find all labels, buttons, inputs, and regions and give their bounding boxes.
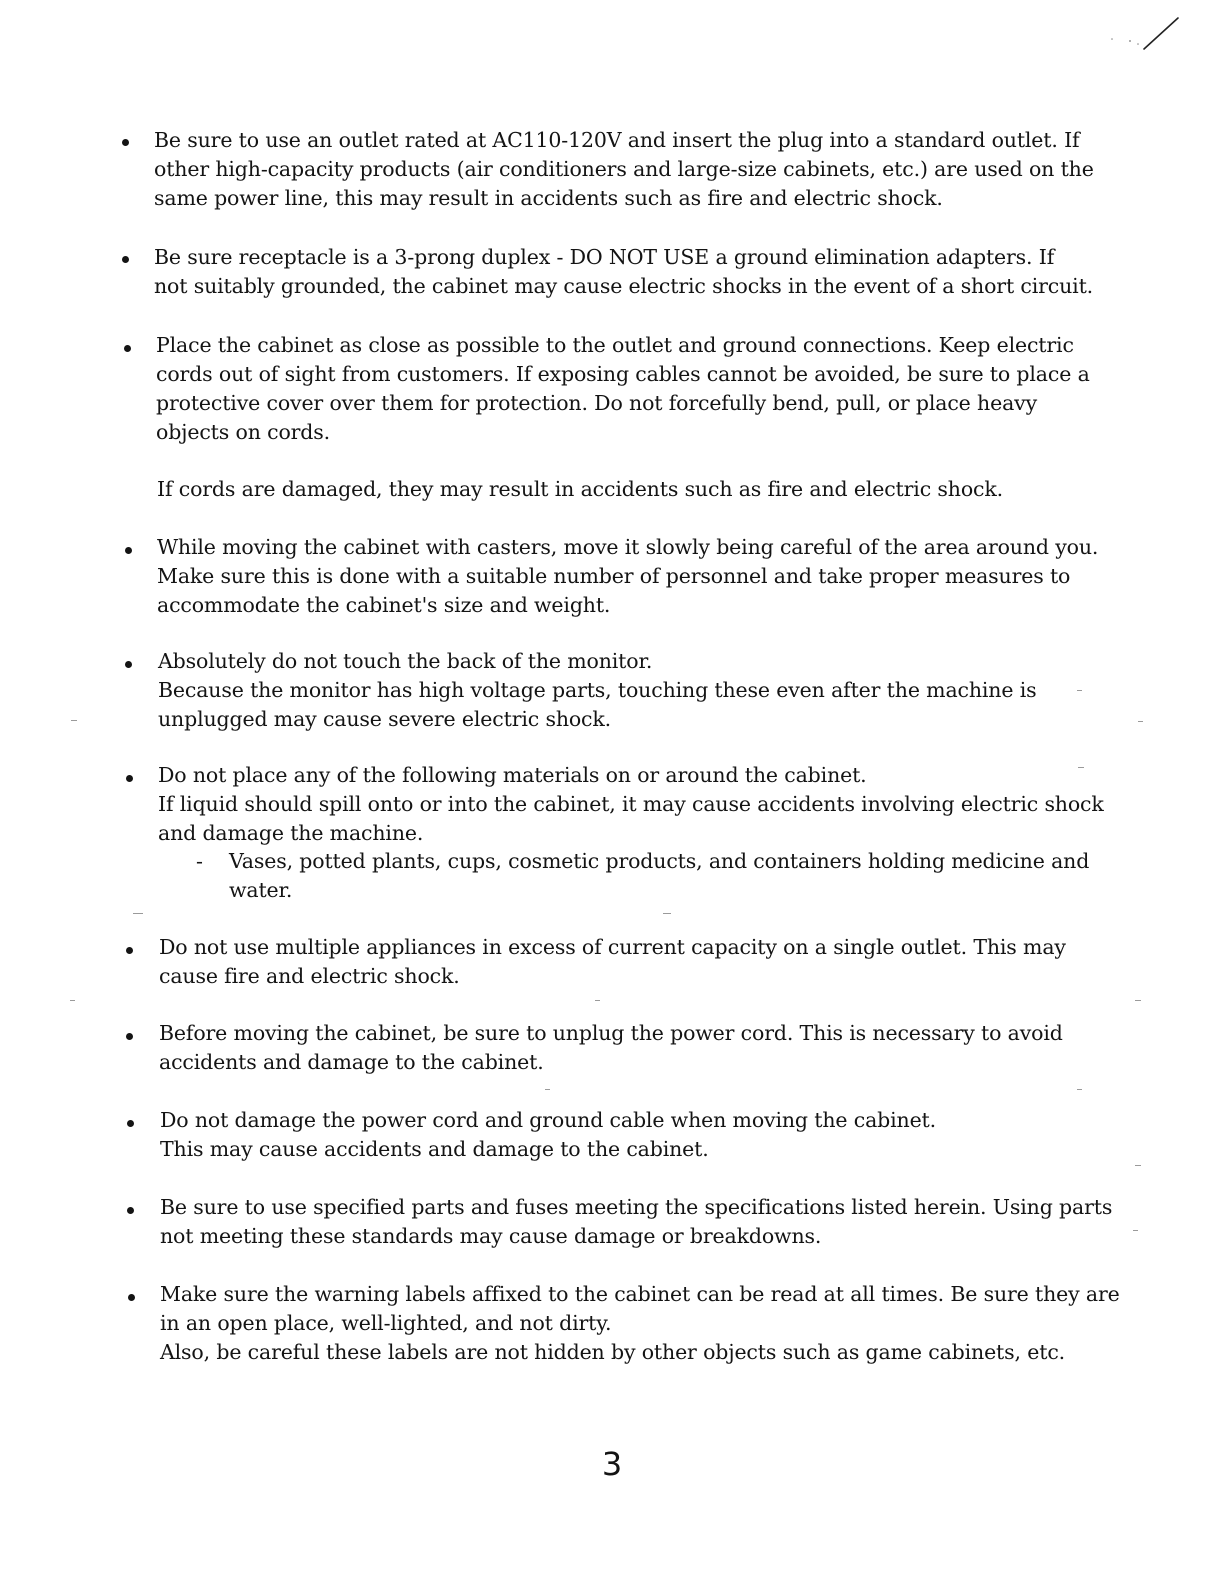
sub-item-line: Vases, potted plants, cups, cosmetic products, and containers holding medicine and bbox=[229, 849, 1090, 873]
item-line: Make sure this is done with a suitable number of personnel and take proper measures to bbox=[157, 564, 1071, 588]
bullet-icon bbox=[124, 345, 131, 352]
item-line: cords out of sight from customers. If exposing cables cannot be avoided, be sure to place a bbox=[156, 362, 1090, 386]
item-line: Do not damage the power cord and ground cable when moving the cabinet. bbox=[160, 1108, 937, 1132]
scan-speck bbox=[1077, 690, 1082, 691]
bullet-icon bbox=[125, 661, 132, 668]
scan-speck bbox=[133, 913, 143, 914]
item-line: Before moving the cabinet, be sure to unplug the power cord. This is necessary to avoid bbox=[159, 1021, 1063, 1045]
safety-item-8 bbox=[159, 1019, 1063, 1077]
scan-speck bbox=[663, 913, 671, 914]
item-line: in an open place, well-lighted, and not dirty. bbox=[160, 1311, 612, 1335]
item-line: unplugged may cause severe electric shock. bbox=[158, 707, 612, 731]
scan-speck bbox=[70, 1000, 75, 1001]
scan-speck bbox=[1135, 1000, 1141, 1001]
sub-item-line: water. bbox=[229, 878, 293, 902]
item-line: not suitably grounded, the cabinet may cause electric shocks in the event of a short circuit. bbox=[154, 274, 1094, 298]
note-line: If cords are damaged, they may result in accidents such as fire and electric shock. bbox=[157, 477, 1003, 501]
bullet-icon bbox=[126, 775, 133, 782]
safety-item-7 bbox=[159, 933, 1066, 991]
safety-item-6 bbox=[158, 761, 1104, 848]
item-line: Because the monitor has high voltage parts, touching these even after the machine is bbox=[158, 678, 1037, 702]
item-line: accidents and damage to the cabinet. bbox=[159, 1050, 544, 1074]
item-line: This may cause accidents and damage to the cabinet. bbox=[160, 1137, 709, 1161]
bullet-icon bbox=[127, 1207, 134, 1214]
item-line: Absolutely do not touch the back of the monitor. bbox=[158, 649, 653, 673]
bullet-icon bbox=[127, 1120, 134, 1127]
item-line: If liquid should spill onto or into the cabinet, it may cause accidents involving electric shock bbox=[158, 792, 1104, 816]
scan-speck bbox=[1133, 1230, 1138, 1231]
scan-speck bbox=[1078, 767, 1084, 768]
item-line: Be sure to use specified parts and fuses meeting the specifications listed herein. Using parts bbox=[160, 1195, 1113, 1219]
bullet-icon bbox=[122, 256, 129, 263]
item-line: Also, be careful these labels are not hidden by other objects such as game cabinets, etc. bbox=[160, 1340, 1066, 1364]
bullet-icon bbox=[126, 1033, 133, 1040]
safety-item-10 bbox=[160, 1193, 1112, 1251]
item-line: While moving the cabinet with casters, move it slowly being careful of the area around you. bbox=[157, 535, 1099, 559]
page-number: 3 bbox=[601, 1445, 623, 1483]
safety-item-4 bbox=[157, 533, 1098, 620]
scan-speck bbox=[595, 1000, 600, 1001]
corner-pen-mark bbox=[1100, 14, 1190, 54]
item-line: objects on cords. bbox=[156, 420, 331, 444]
safety-item-5 bbox=[158, 647, 1037, 734]
scan-speck bbox=[1135, 1165, 1141, 1166]
item-line: accommodate the cabinet's size and weight. bbox=[157, 593, 611, 617]
safety-item-11 bbox=[160, 1280, 1120, 1367]
safety-item-2 bbox=[154, 243, 1093, 301]
item-line: not meeting these standards may cause damage or breakdowns. bbox=[160, 1224, 822, 1248]
item-line: Make sure the warning labels affixed to the cabinet can be read at all times. Be sure they are bbox=[160, 1282, 1120, 1306]
item-line: cause fire and electric shock. bbox=[159, 964, 460, 988]
item-line: other high-capacity products (air conditioners and large-size cabinets, etc.) are used on the bbox=[154, 157, 1094, 181]
item-line: protective cover over them for protection. Do not forcefully bend, pull, or place heavy bbox=[156, 391, 1038, 415]
item-line: Do not use multiple appliances in excess of current capacity on a single outlet. This may bbox=[159, 935, 1066, 959]
scan-speck bbox=[1138, 721, 1143, 722]
item-line: Be sure receptacle is a 3-prong duplex - DO NOT USE a ground elimination adapters. If bbox=[154, 245, 1055, 269]
bullet-icon bbox=[128, 1294, 135, 1301]
item-line: Do not place any of the following materials on or around the cabinet. bbox=[158, 763, 867, 787]
scan-speck bbox=[71, 720, 77, 721]
safety-item-9 bbox=[160, 1106, 936, 1164]
scan-speck bbox=[545, 1089, 550, 1090]
bullet-icon bbox=[126, 947, 133, 954]
bullet-icon bbox=[125, 547, 132, 554]
sub-item-marker: - bbox=[196, 849, 203, 873]
item-line: same power line, this may result in accidents such as fire and electric shock. bbox=[154, 186, 943, 210]
bullet-icon bbox=[122, 139, 129, 146]
item-line: Place the cabinet as close as possible to the outlet and ground connections. Keep electric bbox=[156, 333, 1074, 357]
safety-item-1 bbox=[154, 126, 1094, 213]
scan-speck bbox=[1077, 1089, 1082, 1090]
item-line: Be sure to use an outlet rated at AC110-120V and insert the plug into a standard outlet. If bbox=[154, 128, 1080, 152]
safety-item-3-note bbox=[157, 475, 1003, 504]
safety-item-6-subitem bbox=[229, 847, 1089, 905]
item-line: and damage the machine. bbox=[158, 821, 424, 845]
safety-item-3 bbox=[156, 331, 1090, 447]
